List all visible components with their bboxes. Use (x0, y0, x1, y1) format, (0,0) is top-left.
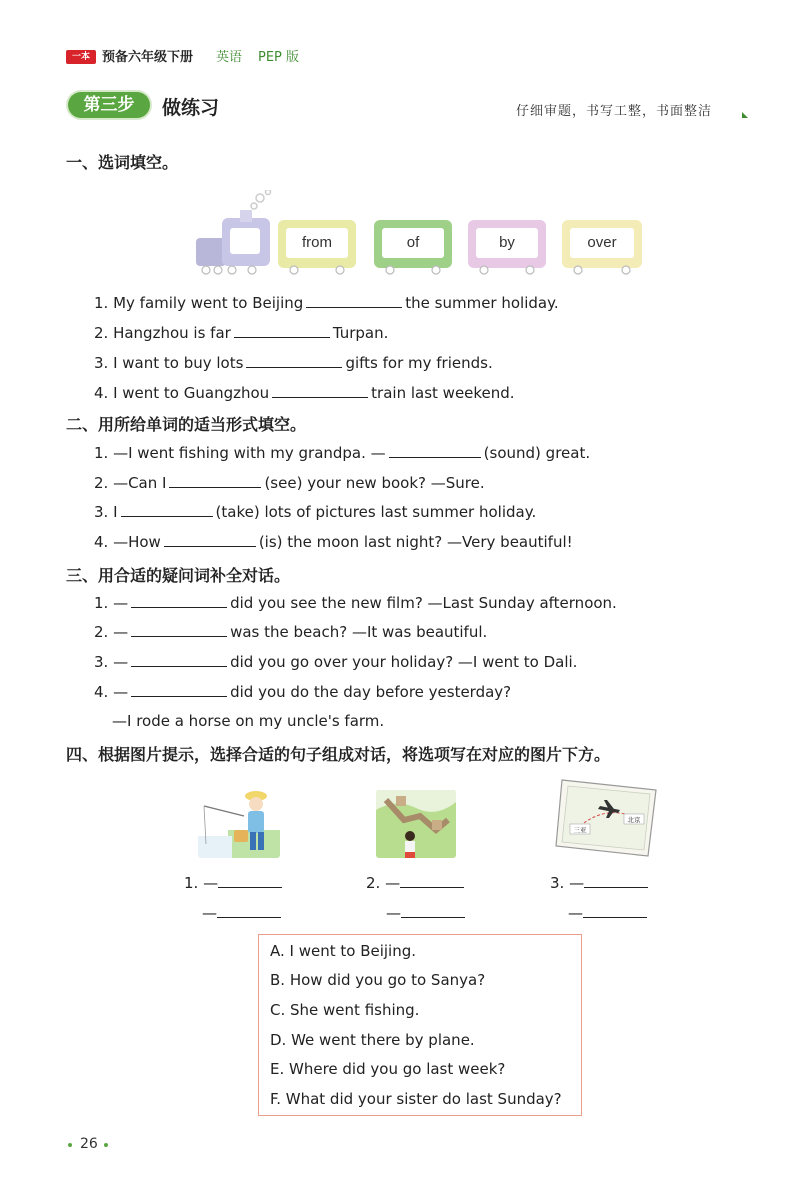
answer-blank[interactable] (272, 396, 368, 398)
s2-question-1: 1. —I went fishing with my grandpa. — (sound) great. (94, 444, 591, 462)
s1-question-2: 2. Hangzhou is far Turpan. (94, 324, 389, 342)
engine-icon (196, 210, 270, 266)
great-wall-picture (376, 790, 456, 858)
s1-question-4: 4. I went to Guangzhou train last weekend. (94, 384, 515, 402)
answer-blank[interactable] (306, 306, 402, 308)
option-e: E. Where did you go last week? (270, 1060, 506, 1078)
answer-blank[interactable] (121, 515, 213, 517)
travel-map-picture (554, 776, 658, 858)
answer-blank[interactable] (164, 545, 256, 547)
answer-blank[interactable] (234, 336, 330, 338)
picture3-answer-line2: — (568, 904, 650, 922)
s1-question-1: 1. My family went to Beijing the summer holiday. (94, 294, 559, 312)
page-dot-icon (104, 1143, 108, 1147)
s2-question-3: 3. I (take) lots of pictures last summer holiday. (94, 503, 537, 521)
smoke-icon (251, 190, 271, 209)
map-label-from: 三亚 (573, 826, 587, 834)
book-title: 预备六年级下册 (102, 50, 194, 65)
s3-question-4: 4. — did you do the day before yesterday? (94, 683, 512, 701)
answer-blank[interactable] (131, 695, 227, 697)
s3-answer-4: —I rode a horse on my uncle's farm. (112, 712, 385, 730)
answer-blank[interactable] (400, 886, 464, 888)
picture2-answer-line1: 2. — (366, 874, 467, 892)
edition-label: PEP 版 (258, 50, 300, 65)
word-train-illustration (188, 190, 648, 276)
fishing-picture (198, 786, 280, 858)
option-a: A. I went to Beijing. (270, 942, 417, 960)
s3-question-2: 2. — was the beach? —It was beautiful. (94, 623, 488, 641)
picture1-answer-line1: 1. — (184, 874, 285, 892)
option-c: C. She went fishing. (270, 1001, 420, 1019)
section1-heading: 一、选词填空。 (66, 153, 179, 172)
answer-blank[interactable] (131, 635, 227, 637)
answer-blank[interactable] (246, 366, 342, 368)
corner-mark-icon (742, 112, 748, 118)
answer-blank[interactable] (389, 456, 481, 458)
subject-label: 英语 (216, 50, 243, 65)
s3-question-3: 3. — did you go over your holiday? —I went to Dali. (94, 653, 578, 671)
answer-blank[interactable] (583, 916, 647, 918)
train-word-2: of (406, 234, 420, 251)
picture2-answer-line2: — (386, 904, 468, 922)
section3-heading: 三、用合适的疑问词补全对话。 (66, 566, 291, 585)
publisher-logo: 一本 (66, 50, 96, 64)
picture1-answer-line2: — (202, 904, 284, 922)
picture3-answer-line1: 3. — (550, 874, 651, 892)
section2-heading: 二、用所给单词的适当形式填空。 (66, 415, 307, 434)
step-title: 做练习 (162, 97, 220, 119)
page-dot-icon (68, 1143, 72, 1147)
train-word-1: from (302, 234, 332, 251)
motto-text: 仔细审题，书写工整，书面整洁 (516, 104, 713, 119)
answer-blank[interactable] (217, 916, 281, 918)
answer-blank[interactable] (169, 486, 261, 488)
answer-blank[interactable] (584, 886, 648, 888)
option-f: F. What did your sister do last Sunday? (270, 1090, 562, 1108)
train-word-3: by (499, 234, 515, 251)
s2-question-4: 4. —How (is) the moon last night? —Very beautiful! (94, 533, 573, 551)
option-d: D. We went there by plane. (270, 1031, 475, 1049)
options-box (258, 934, 582, 1116)
page-number: 26 (80, 1136, 98, 1152)
answer-blank[interactable] (401, 916, 465, 918)
answer-blank[interactable] (131, 606, 227, 608)
map-label-to: 北京 (627, 816, 641, 824)
section4-heading: 四、根据图片提示，选择合适的句子组成对话，将选项写在对应的图片下方。 (66, 745, 611, 764)
train-word-4: over (587, 234, 617, 251)
s1-question-3: 3. I want to buy lots gifts for my friends. (94, 354, 493, 372)
answer-blank[interactable] (218, 886, 282, 888)
answer-blank[interactable] (131, 665, 227, 667)
option-b: B. How did you go to Sanya? (270, 971, 486, 989)
s3-question-1: 1. — did you see the new film? —Last Sunday afternoon. (94, 594, 617, 612)
step-badge: 第三步 (68, 92, 150, 118)
s2-question-2: 2. —Can I (see) your new book? —Sure. (94, 474, 485, 492)
